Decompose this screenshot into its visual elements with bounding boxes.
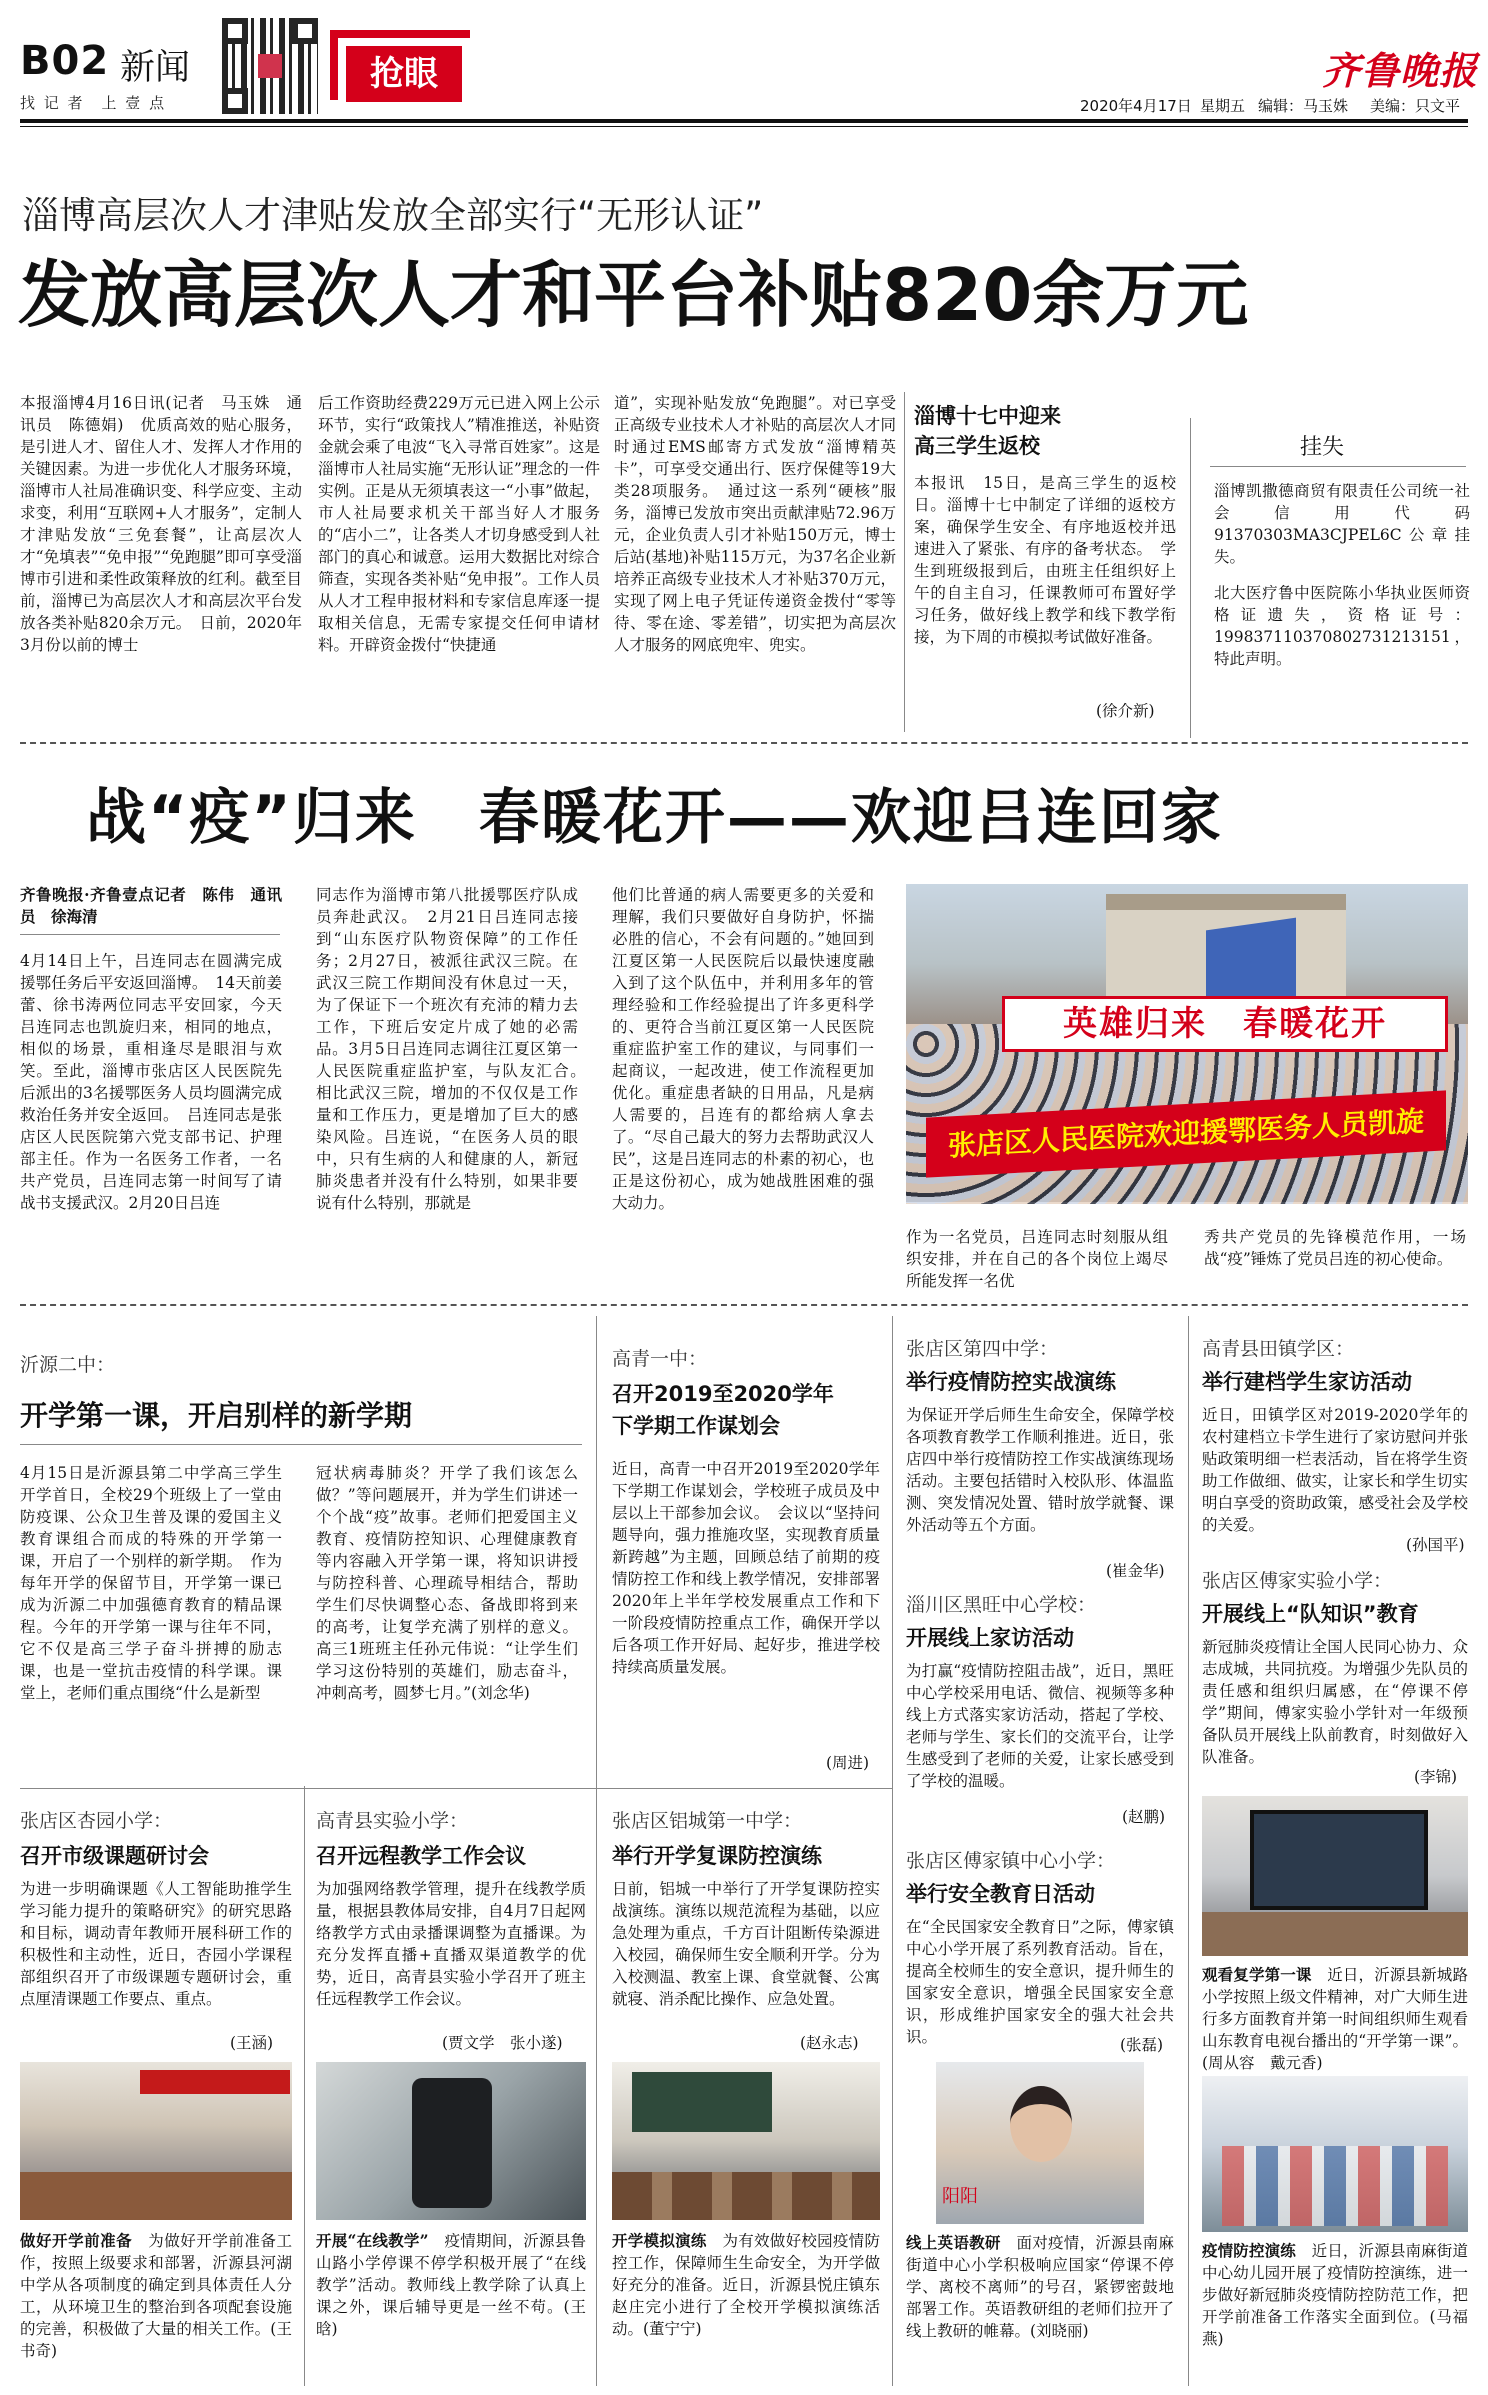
section-name: 新闻 [120,48,191,88]
s10-title: 举行安全教育日活动 [906,1882,1095,1906]
feature-caption-right: 秀共产党员的先锋模范作用，一场战“疫”锤炼了党员吕连的初心使命。 [1204,1228,1466,1268]
s6-text: 新冠肺炎疫情让全国人民同心协力、众志成城，共同抗疫。为增强少先队员的责任感和组织归属感，在“停课不停学”期间，傅家实验小学针对一年级预备队员开展线上队前教育，时刻做好入队准备。 [1202,1638,1468,1766]
s9-caption-title: 开学模拟演练 [612,2231,707,2250]
feature-byline: 齐鲁晚报·齐鲁壹点记者 陈伟 通讯员 徐海清 [20,885,282,926]
feature-col-2: 同志作为淄博市第八批援鄂医疗队成员奔赴武汉。 2月21日吕连同志接到“山东医疗队物资保障”的工作任务；2月27日，被派往武汉三院。在武汉三院工作期间没有休息过一天，为了保证下一个班次有充沛的精力去工作，下班后安定片成了她的必需品。3月5日吕连同志调往江夏区第一人民医院重症监护室，与队友汇合。 相比武汉三院，增加的不仅仅是工作量和工作压力，更是增加了巨大的感染风险。吕连说，“在医务人员的眼中，只有生病的人和健康的人，新冠肺炎患者并没有什么特别，如果非要说有什么特别，那就是 [316,886,594,1212]
s4-author: (孙国平) [1406,1536,1465,1554]
paper-logo: 齐鲁晚报 [1322,48,1479,93]
s10-photo [936,2062,1144,2224]
s8-caption-text: 疫情期间，沂源县鲁山路小学停课不停学积极开展了“在线教学”活动。教师线上教学除了认真上课之外，课后辅导更是一丝不苟。(王晗) [316,2232,586,2338]
masthead-slogan: 找 记 者 上 壹 点 [20,94,167,112]
s11-tv-screen [1250,1810,1428,1910]
notice-title-rule [1210,466,1466,467]
notice-item-2: 北大医疗鲁中医院陈小华执业医师资格证遗失，资格证号：199837110370802731213151，特此声明。 [1214,584,1470,668]
notice-title: 挂失 [1300,435,1345,460]
side-story-author: (徐介新) [1096,702,1155,720]
s11-photo-2 [1202,2076,1468,2232]
s2-title: 召开2019至2020学年下学期工作谋划会 [612,1382,834,1438]
s9-caption-text: 为有效做好校园疫情防控工作，保障师生生命安全，为开学做好充分的准备。近日，沂源县悦庄镇东赵庄完小进行了全校开学模拟演练活动。(董宁宁) [612,2232,880,2338]
s9-title: 举行开学复课防控演练 [612,1844,822,1868]
lead-col-2: 后工作资助经费229万元已进入网上公示环节，实行“政策找人”精准推送，补贴资金就会乘了电波“飞入寻常百姓家”。这是淄博市人社局实施“无形认证”理念的一件实例。正是从无须填表这一“小事”做起，市人社局要求机关干部当好人才服务的“店小二”，让各类人才切身感受到人社部门的真心和诚意。运用大数据比对综合筛查，实现各类补贴“免申报”。工作人员从人才工程申报材料和专家信息库逐一提取相关信息，无需专家提交任何申请材料。开辟资金拨付“快捷通 [318,394,600,654]
s1-title: 开学第一课，开启别样的新学期 [20,1399,413,1432]
s8-photo [316,2062,586,2220]
s1-col-2: 冠状病毒肺炎？开学了我们该怎么做？”等问题展开，并为学生们讲述一个个战“疫”故事。老师们把爱国主义教育、疫情防控知识、心理健康教育等内容融入开学第一课，将知识讲授与防控科普、心理疏导相结合，帮助学生们尽快调整心态、备战即将到来的高考，让复学充满了别样的意义。高三1班班主任孙元伟说：“让学生们学习这份特别的英雄们，励志奋斗，冲刺高考，圆梦七月。”(刘念华) [316,1464,578,1702]
designer-credit: 美编：只文平 [1370,97,1461,115]
s7-author: (王涵) [230,2034,274,2052]
s8-caption-title: 开展“在线教学” [316,2231,429,2250]
s11-caption-2 [1202,2240,1468,2386]
masthead [0,0,1488,130]
side-story-title-1: 淄博十七中迎来 [914,404,1061,428]
s5-text: 为打赢“疫情防控阻击战”，近日，黑旺中心学校采用电话、微信、视频等多种线上方式落实家访活动，搭起了学校、老师与学生、家长们的交流平台，让学生感受到了老师的关爱，让家长感受到了学校的温暖。 [906,1662,1174,1790]
lead-kicker: 淄博高层次人才津贴发放全部实行“无形认证” [22,194,764,237]
side-story-divider [904,392,905,732]
s3-text: 为保证开学后师生生命安全，保障学校各项教育教学工作顺利推进。近日，张店四中举行疫情防控工作实战演练现场活动。主要包括错时入校队形、体温监测、突发情况处置、错时放学就餐、课外活动等五个方面。 [906,1406,1174,1534]
s8-text: 为加强网络教学管理，提升在线教学质量，根据县教体局安排，自4月7日起网络教学方式由录播课调整为直播课。为充分发挥直播+直播双渠道教学的优势，近日，高青县实验小学召开了班主任远程教学工作会议。 [316,1880,586,2008]
s9-desks [612,2172,880,2220]
s11-desks [1202,1912,1468,1956]
s11-photo-1 [1202,1796,1468,1956]
s1-rule [20,1444,582,1445]
s8-prefix: 高青县实验小学： [316,1810,469,1832]
feature-byline-rule [20,934,280,935]
s2-prefix: 高青一中： [612,1348,708,1370]
notice-item-1: 淄博凯撒德商贸有限责任公司统一社会信用代码91370303MA3CJPEL6C公章挂失。 [1214,482,1470,566]
s3-title: 举行疫情防控实战演练 [906,1370,1116,1394]
s7-photo-banner [140,2070,290,2094]
feature-headline: 战“疫”归来 春暖花开——欢迎吕连回家 [86,783,1223,853]
feature-photo [906,884,1468,1202]
s1-prefix: 沂源二中： [20,1354,116,1376]
edu-divider-1 [596,1316,597,1786]
s6-title: 开展线上“队知识”教育 [1202,1602,1419,1626]
s11-children-shape [1222,2146,1448,2226]
masthead-rule-thin [20,126,1468,127]
s2-author: (周进) [826,1754,870,1772]
editor-credit: 编辑：马玉姝 [1258,97,1349,115]
s7-photo-table [20,2172,292,2220]
s4-prefix: 高青县田镇学区： [1202,1338,1355,1360]
s5-title: 开展线上家访活动 [906,1626,1074,1650]
side-story-title-2: 高三学生返校 [914,434,1040,458]
s10-face-shape [1010,2086,1072,2162]
masthead-rule [20,119,1468,123]
lead-col-3: 道”，实现补贴发放“免跑腿”。对已享受正高级专业技术人才补贴的高层次人才同时通过EMS邮寄方式发放“淄博精英卡”，可享受交通出行、医疗保健等19大类28项服务。 通过这一系列“硬核”服务，淄博已发放市突出贡献津贴72.96万元，企业负责人引才补贴150万元，博士后站(基地)补贴115万元，为37名企业新培养正高级专业技术人才补贴370万元，实现了网上电子凭证传递资金拨付“零等待、零在途、零差错”，切实把为高层次人才服务的网底兜牢、兜实。 [614,394,896,654]
s4-title: 举行建档学生家访活动 [1202,1370,1412,1394]
edu-divider-5 [596,1786,597,2386]
s10-photo-label: 阳阳 [942,2186,978,2207]
lead-headline: 发放高层次人才和平台补贴820余万元 [18,253,1249,337]
section-divider-2 [20,1304,1468,1306]
s7-prefix: 张店区杏园小学： [20,1810,173,1832]
s10-author: (张磊) [1120,2036,1164,2054]
s8-title: 召开远程教学工作会议 [316,1844,526,1868]
s3-prefix: 张店区第四中学： [906,1338,1059,1360]
edu-divider-2 [892,1316,893,2386]
s10-prefix: 张店区傅家镇中心小学： [906,1850,1116,1872]
s6-prefix: 张店区傅家实验小学： [1202,1570,1393,1592]
s7-photo [20,2062,292,2220]
s7-caption [20,2230,292,2380]
s11-caption-1 [1202,1964,1468,2072]
edu-divider-4 [304,1786,305,2386]
s11-caption-2-title: 疫情防控演练 [1202,2241,1296,2260]
s9-blackboard [632,2072,772,2132]
s1-col-1: 4月15日是沂源县第二中学高三学生开学首日，全校29个班级上了一堂由防疫课、公众卫生普及课的爱国主义教育课组合而成的特殊的开学第一课，开启了一个别样的新学期。 作为每年开学的保留节目，开学第一课已成为沂源二中加强德育教育的精品课程。今年的开学第一课与往年不同，它不仅是高三学子奋斗拼搏的励志课，也是一堂抗击疫情的科学课。课堂上，老师们重点围绕“什么是新型 [20,1464,282,1702]
s11-caption-2-text: 近日，沂源县南麻街道中心幼儿园开展了疫情防控演练，进一步做好新冠肺炎疫情防控防范工作，把开学前准备工作落实全面到位。(马福燕) [1202,2242,1468,2348]
s10-caption [906,2232,1174,2382]
s6-author: (李锦) [1414,1768,1458,1786]
s10-text: 在“全民国家安全教育日”之际，傅家镇中心小学开展了系列教育活动。旨在，提高全校师生的安全意识，提升师生的国家安全意识，增强全民国家安全意识，形成维护国家安全的强大社会共识。 [906,1918,1174,2046]
s9-prefix: 张店区铝城第一中学： [612,1810,803,1832]
s8-author: (贾文学 张小遂) [442,2034,563,2052]
qr-code-icon [222,18,318,114]
s7-caption-text: 为做好开学前准备工作，按照上级要求和部署，沂源县河湖中学从各项制度的确定到具体责任人分工，从环境卫生的整治到各项配套设施的完善，积极做了大量的相关工作。(王书奇) [20,2232,292,2360]
s9-author: (赵永志) [800,2034,859,2052]
edu-divider-3 [1188,1316,1189,2386]
s8-caption [316,2230,586,2380]
page-code: B02 [20,38,110,84]
section-tag: 抢眼 [346,46,462,102]
s8-phone-shape [412,2078,492,2208]
photo-banner-top: 英雄归来 春暖花开 [1002,996,1448,1052]
s3-author: (崔金华) [1106,1562,1165,1580]
side-story-text: 本报讯 15日，是高三学生的返校日。淄博十七中制定了详细的返校方案，确保学生安全、有序地返校并迅速进入了紧张、有序的备考状态。 学生到班级报到后，由班主任组织好上午的自主自习，任课教师可布置好学习任务，做好线上教学和线下教学衔接，为下周的市模拟考试做好准备。 [914,474,1176,646]
issue-date: 2020年4月17日 [1080,97,1192,115]
s9-photo [612,2062,880,2220]
lead-col-1: 本报淄博4月16日讯(记者 马玉姝 通讯员 陈德娟) 优质高效的贴心服务，是引进人才、留住人才、发挥人才作用的关键因素。为进一步优化人才服务环境，淄博市人社局准确识变、科学应变、主动求变，利用“互联网+人才服务”，定制人才津贴发放“三免套餐”，让高层次人才“免填表”“免申报”“免跑腿”即可享受淄博市引进和柔性政策释放的红利。截至目前，淄博已为高层次人才和高层次平台发放各类补贴820余万元。 日前，2020年3月份以前的博士 [20,394,302,654]
s4-text: 近日，田镇学区对2019-2020学年的农村建档立卡学生进行了家访慰问并张贴政策明细一栏表活动，旨在将学生资助工作做细、做实，让家长和学生切实明白享受的资助政策，感受社会及学校的关爱。 [1202,1406,1468,1534]
s9-caption [612,2230,880,2380]
issue-weekday: 星期五 [1200,97,1246,115]
section-divider-1 [20,742,1468,744]
s11-caption-1-title: 观看复学第一课 [1202,1965,1312,1984]
feature-caption-left: 作为一名党员，吕连同志时刻服从组织安排，并在自己的各个岗位上竭尽所能发挥一名优 [906,1228,1168,1290]
s5-prefix: 淄川区黑旺中心学校： [906,1594,1097,1616]
s7-text: 为进一步明确课题《人工智能助推学生学习能力提升的策略研究》的研究思路和目标，调动青年教师开展科研工作的积极性和主动性，近日，杏园小学课程部组织召开了市级课题专题研讨会，重点厘清课题工作要点、重点。 [20,1880,292,2008]
s2-text: 近日，高青一中召开2019至2020学年下学期工作谋划会，学校班子成员及中层以上干部参加会议。 会议以“坚持问题导向，强力推施攻坚，实现教育质量新跨越”为主题，回顾总结了前期的疫情防控工作和线上教学情况，安排部署2020年上半年学校发展重点工作和下一阶段疫情防控重点工作，确保开学以后各项工作开好局、起好步，推进学校持续高质量发展。 [612,1460,880,1676]
feature-col-3: 他们比普通的病人需要更多的关爱和理解，我们只要做好自身防护，怀揣必胜的信心，不会有问题的。”她回到江夏区第一人民医院后以最快速度融入到了这个队伍中，并利用多年的管理经验和工作经验提出了许多更科学的、更符合当前江夏区第一人民医院重症监护室工作的建议，与同事们一起商议，一起改进，使工作流程更加优化。重症患者缺的日用品，凡是病人需要的，吕连有的都给病人拿去了。“尽自己最大的努力去帮助武汉人民”，这是吕连同志的朴素的初心，也正是这份初心，成为她战胜困难的强大动力。 [612,886,874,1212]
s11-caption-1-text: 近日，沂源县新城路小学按照上级文件精神，对广大师生进行多方面教育并第一时间组织师生观看山东教育电视台播出的“开学第一课”。(周从容 戴元香) [1202,1966,1468,2072]
photo-banner-bottom: 张店区人民医院欢迎援鄂医务人员凯旋 [926,1090,1446,1177]
s9-text: 日前，铝城一中举行了开学复课防控实战演练。演练以规范流程为基础，以应急处理为重点，千方百计阻断传染源进入校园，确保师生安全顺利开学。分为入校测温、教室上课、食堂就餐、公寓就寝、消杀配比操作、应急处置。 [612,1880,880,2008]
s7-title: 召开市级课题研讨会 [20,1844,209,1868]
feature-col-1: 4月14日上午，吕连同志在圆满完成援鄂任务后平安返回淄博。 14天前姜蕾、徐书涛两位同志平安回家，今天吕连同志也凯旋归来，相同的地点，相似的场景，重相逢尽是眼泪与欢笑。至此，淄博市张店区人民医院先后派出的3名援鄂医务人员均圆满完成救治任务并安全返回。 吕连同志是张店区人民医院第六党支部书记、护理部主任。作为一名医务工作者，一名共产党员，吕连同志第一时间写了请战书支援武汉。2月20日吕连 [20,952,282,1212]
s5-author: (赵鹏) [1122,1808,1166,1826]
edu-row-rule [20,1788,892,1789]
s7-caption-title: 做好开学前准备 [20,2231,133,2250]
s10-caption-title: 线上英语教研 [906,2233,1001,2252]
s10-caption-text: 面对疫情，沂源县南麻街道中心小学积极响应国家“停课不停学、离校不离师”的号召，紧锣密鼓地部署工作。英语教研组的老师们拉开了线上教研的帷幕。(刘晓丽) [906,2234,1174,2340]
